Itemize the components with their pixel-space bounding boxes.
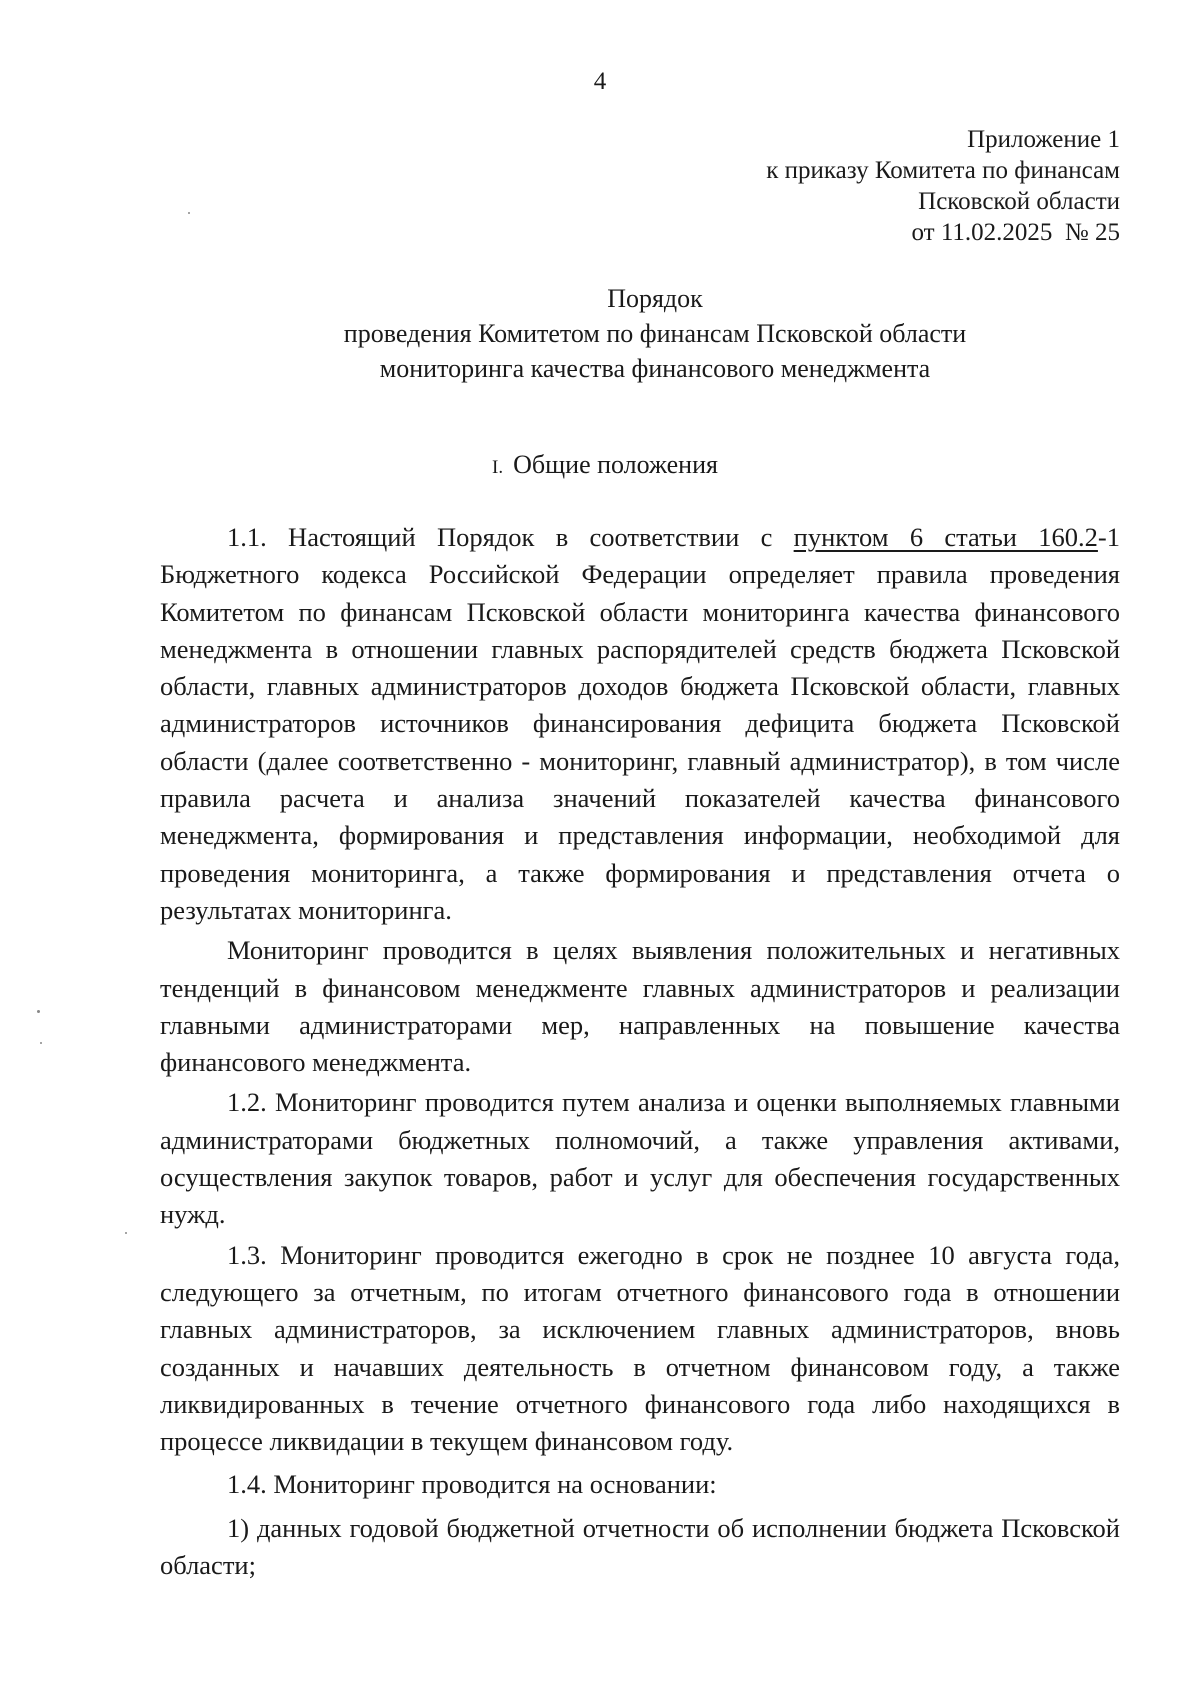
section-number: I. <box>492 457 504 478</box>
document-body <box>160 519 1120 1584</box>
title-line-3: мониторинга качества финансового менеджмента <box>379 354 931 383</box>
title-line-2: проведения Комитетом по финансам Псковской области <box>343 319 967 348</box>
paragraph-1-2: 1.2. Мониторинг проводится путем анализа и оценки выполняемых главными администраторами бюджетных полномочий, а также управления активами, осуществления закупок товаров, работ и услуг для обеспечения государственных нужд. <box>160 1087 1120 1230</box>
list-item-1: 1) данных годовой бюджетной отчетности об исполнении бюджета Псковской области; <box>160 1512 1120 1581</box>
scan-speck <box>40 1042 42 1044</box>
annex-block <box>766 124 1120 248</box>
law-reference-link[interactable]: пунктом 6 статьи 160.2 <box>793 522 1098 552</box>
paragraph-1-1-rest: -1 Бюджетного кодекса Российской Федерации определяет правила проведения Комитетом по финансам Псковской области мониторинга качества финансового менеджмента в отношении главных распорядителей средств бюджета Псковской области, главных администраторов доходов бюджета Псковской области, главных администраторов источников финансирования дефицита бюджета Псковской области (далее соответственно - мониторинг, главный администратор), в том числе правила расчета и анализа значений показателей качества финансового менеджмента, формирования и представления информации, необходимой для проведения мониторинга, а также формирования и представления отчета о результатах мониторинга. <box>160 522 1120 925</box>
paragraph-1-1-start: 1.1. Настоящий Порядок в соответствии с <box>227 522 794 552</box>
scan-speck <box>188 212 190 214</box>
scan-speck <box>37 1010 40 1013</box>
annex-line-4: от 11.02.2025 № 25 <box>911 219 1120 246</box>
paragraph-1-1 <box>160 519 1120 929</box>
paragraph-monitoring-goals: Мониторинг проводится в целях выявления положительных и негативных тенденций в финансовом менеджменте главных администраторов и реализации главными администраторами мер, направленных на повышение качества финансового менеджмента. <box>160 935 1120 1078</box>
paragraph-1-4: 1.4. Мониторинг проводится на основании: <box>227 1469 717 1500</box>
annex-line-1: Приложение 1 <box>967 126 1120 153</box>
section-heading <box>0 450 1200 480</box>
annex-line-2: к приказу Комитета по финансам <box>766 157 1120 184</box>
title-line-1: Порядок <box>607 284 703 313</box>
section-title: Общие положения <box>513 450 718 479</box>
paragraph-1-3: 1.3. Мониторинг проводится ежегодно в срок не позднее 10 августа года, следующего за отчетным, по итогам отчетного финансового года в отношении главных администраторов, за исключением главных администраторов, вновь созданных и начавших деятельность в отчетном финансовом году, а также ликвидированных в течение отчетного финансового года либо находящихся в процессе ликвидации в текущем финансовом году. <box>160 1239 1120 1457</box>
page-number: 4 <box>593 68 607 95</box>
annex-line-3: Псковской области <box>918 188 1120 215</box>
document-title <box>260 281 1050 386</box>
scan-speck <box>125 1232 127 1234</box>
